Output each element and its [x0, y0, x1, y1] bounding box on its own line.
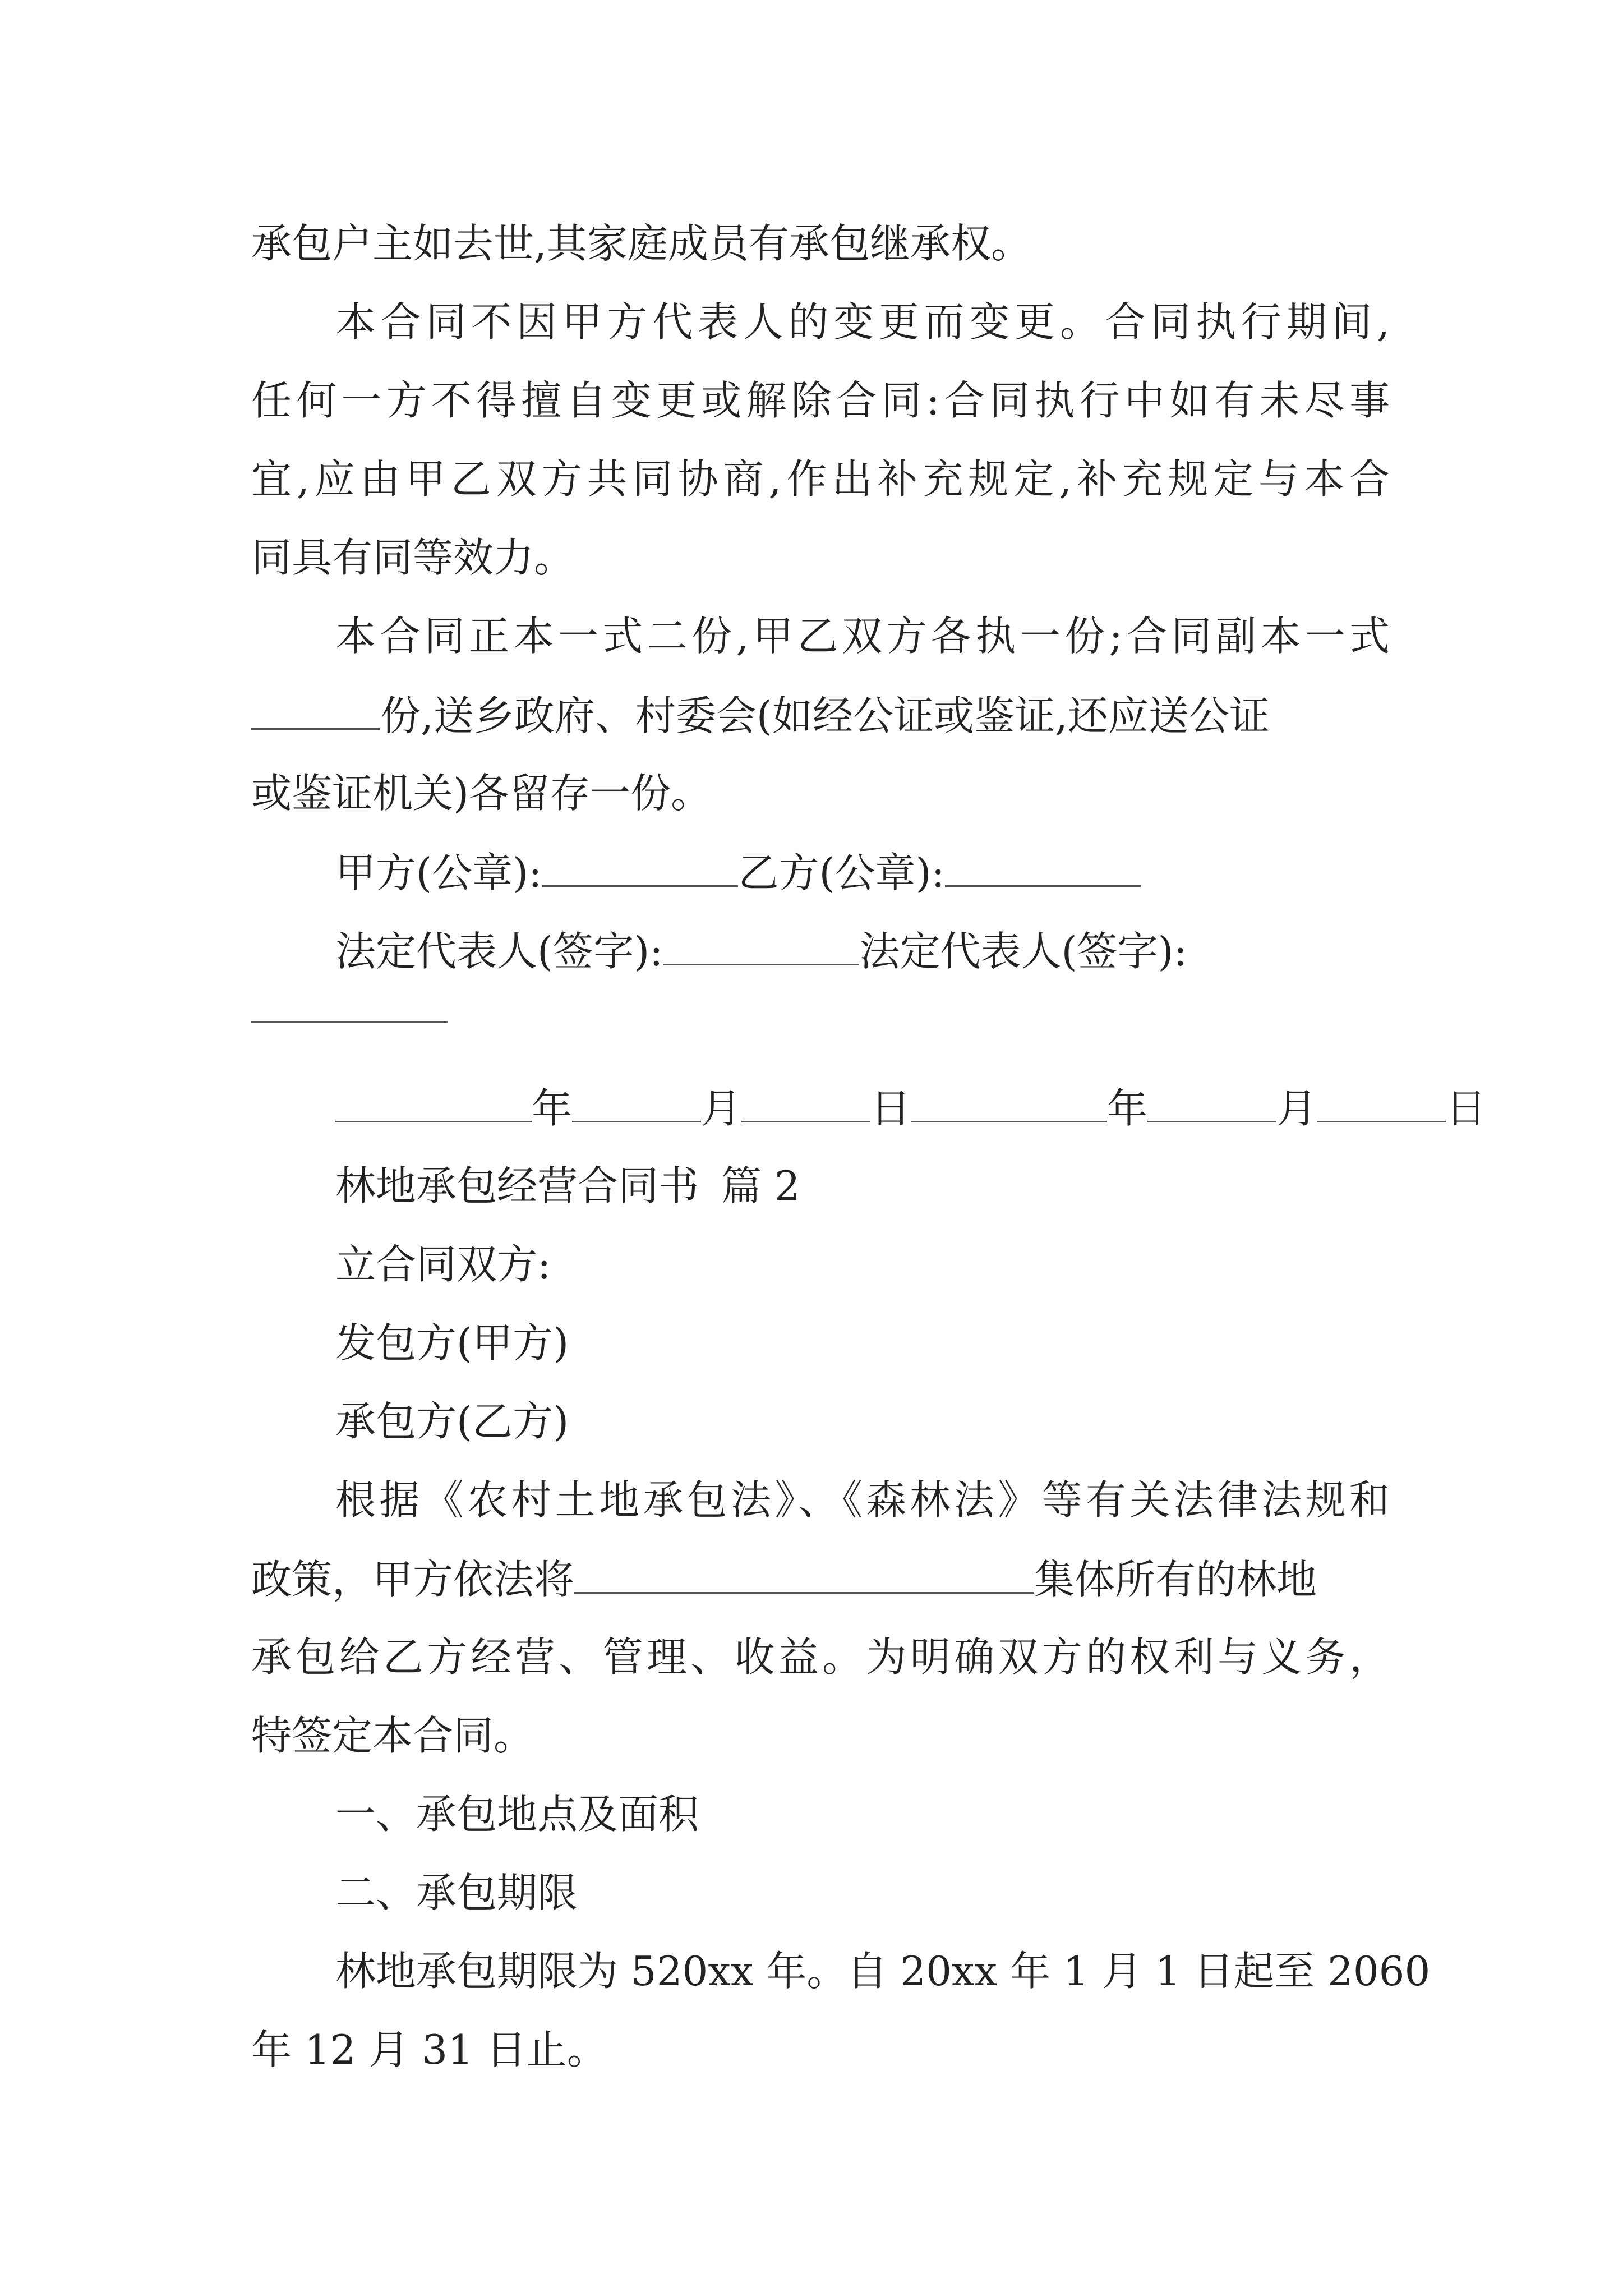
- party-b-seal-blank: [945, 852, 1141, 887]
- month-blank: [572, 1087, 701, 1122]
- text-line: [251, 692, 1390, 739]
- year-blank: [911, 1087, 1107, 1122]
- party-b-rep-blank: [251, 1021, 448, 1023]
- text-line: 同具有同等效力。: [251, 534, 575, 581]
- text-line: 承包户主如去世,其家庭成员有承包继承权。: [251, 220, 1031, 267]
- text-line: 林地承包期限为 520xx 年。自 20xx 年 1 月 1 日起至 2060: [335, 1948, 1431, 1995]
- section-title: 林地承包经营合同书: [335, 1162, 699, 1209]
- text-line: 本合同正本一式二份,甲乙双方各执一份;合同副本一式: [335, 613, 1390, 660]
- copies-text: 份,送乡政府、村委会(如经公证或鉴证,还应送公证: [380, 692, 1270, 739]
- intro-text: 集体所有的林地: [1034, 1556, 1317, 1603]
- seal-line: [335, 849, 1390, 896]
- party-a-rep-label: 法定代表人(签字):: [335, 928, 663, 975]
- text-line: 承包给乙方经营、管理、收益。为明确双方的权利与义务，: [251, 1634, 1390, 1681]
- text-line: 宜,应由甲乙双方共同协商,作出补充规定,补充规定与本合: [251, 455, 1390, 503]
- text-line: 根据《农村土地承包法》、《森林法》等有关法律法规和: [335, 1476, 1390, 1524]
- text-line: 本合同不因甲方代表人的变更而变更。合同执行期间,: [335, 298, 1390, 346]
- month-label: 月: [1276, 1085, 1317, 1132]
- year-label: 年: [1107, 1085, 1148, 1132]
- clause-heading: 一、承包地点及面积: [335, 1791, 699, 1838]
- representative-line: [335, 928, 1390, 975]
- text-line: [251, 1556, 1390, 1603]
- text-line: 特签定本合同。: [251, 1712, 534, 1759]
- section-number: 篇 2: [721, 1162, 800, 1209]
- day-blank: [1317, 1087, 1446, 1122]
- location-blank: [574, 1558, 1034, 1594]
- year-blank: [335, 1087, 532, 1122]
- month-label: 月: [701, 1085, 742, 1132]
- party-b-seal-label: 乙方(公章):: [738, 849, 945, 896]
- day-blank: [741, 1087, 870, 1122]
- text-line: 年 12 月 31 日止。: [251, 2026, 607, 2073]
- intro-text: 政策，甲方依法将: [251, 1556, 575, 1603]
- day-label: 日: [1446, 1085, 1487, 1132]
- party-b-line: 承包方(乙方): [335, 1398, 569, 1445]
- copies-blank: [251, 694, 380, 730]
- party-b-rep-label: 法定代表人(签字):: [859, 928, 1187, 975]
- party-a-seal-blank: [542, 852, 738, 887]
- year-label: 年: [532, 1085, 573, 1132]
- month-blank: [1147, 1087, 1276, 1122]
- parties-heading: 立合同双方:: [335, 1241, 551, 1288]
- text-line: 或鉴证机关)各留存一份。: [251, 770, 712, 817]
- section-heading: [335, 1162, 1390, 1209]
- date-line: [335, 1085, 1487, 1132]
- party-a-line: 发包方(甲方): [335, 1319, 569, 1366]
- day-label: 日: [870, 1085, 911, 1132]
- party-a-rep-blank: [663, 930, 859, 965]
- text-line: 任何一方不得擅自变更或解除合同:合同执行中如有未尽事: [251, 377, 1390, 424]
- clause-heading: 二、承包期限: [335, 1869, 578, 1916]
- party-a-seal-label: 甲方(公章):: [335, 849, 542, 896]
